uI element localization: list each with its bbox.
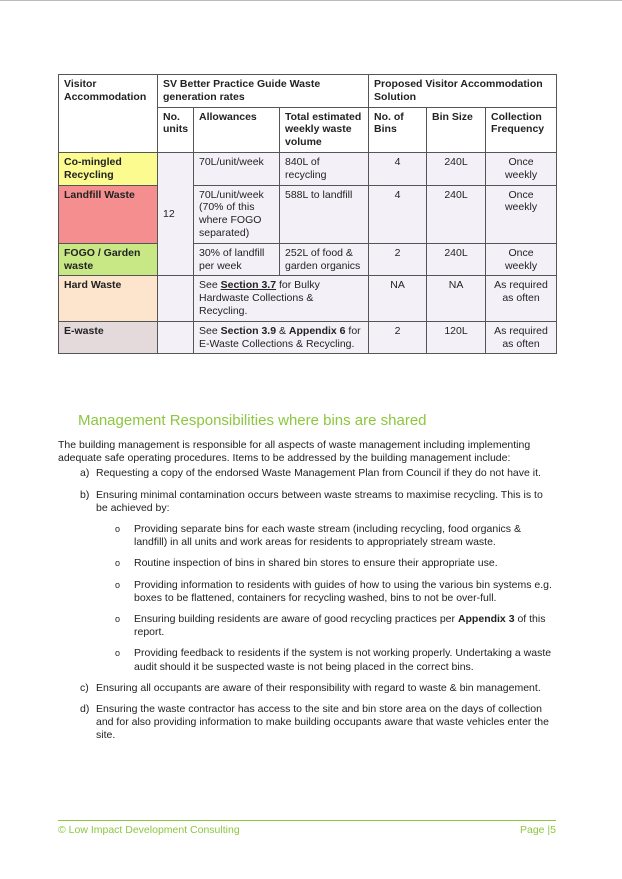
stream-cell: Landfill Waste xyxy=(59,185,158,243)
table-row xyxy=(59,243,557,276)
allowance-cell: 70L/unit/week (70% of this where FOGO separated) xyxy=(194,185,280,243)
header-collection-frequency: Collection Frequency xyxy=(486,107,557,152)
bin-size-cell: 120L xyxy=(427,321,486,354)
units-empty-cell xyxy=(158,321,194,354)
list-item xyxy=(58,682,556,695)
bin-size-cell: NA xyxy=(427,276,486,321)
sub-list xyxy=(96,523,556,674)
bins-cell: 2 xyxy=(369,321,427,354)
reference-cell xyxy=(194,321,369,354)
sub-list-item xyxy=(96,613,556,639)
list-item-text: Requesting a copy of the endorsed Waste Management Plan from Council if they do not have it. xyxy=(96,467,541,480)
header-bin-size: Bin Size xyxy=(427,107,486,152)
table-row xyxy=(59,276,557,321)
bin-size-cell: 240L xyxy=(427,243,486,276)
header-no-units: No. units xyxy=(158,107,194,152)
bins-cell: NA xyxy=(369,276,427,321)
bins-cell: 4 xyxy=(369,152,427,185)
table-row xyxy=(59,185,557,243)
header-visitor-accommodation: Visitor Accommodation xyxy=(59,75,158,153)
list-item xyxy=(58,489,556,674)
sub-item-text: Providing separate bins for each waste stream (including recycling, food organics & landfill) in all units and work areas for residents to appropriately stream waste. xyxy=(134,523,521,549)
page-number: Page |5 xyxy=(519,824,556,836)
header-guide: SV Better Practice Guide Waste generation rates xyxy=(158,75,369,108)
units-empty-cell xyxy=(158,276,194,321)
header-total-volume: Total estimated weekly waste volume xyxy=(280,107,369,152)
appendix-6-ref: Appendix 6 xyxy=(288,324,346,337)
reference-suffix: for E-Waste Collections & Recycling. xyxy=(199,324,361,350)
bullet-circle-icon: o xyxy=(115,648,121,659)
intro-paragraph: The building management is responsible for all aspects of waste management including implementing adequate safe operating procedures. Items to be addressed by the building management include: xyxy=(58,439,531,465)
sub-item-text: Providing feedback to residents if the system is not working properly. Undertaking a waste audit should it be suspected waste is not being placed in the correct bins. xyxy=(134,647,552,673)
bin-size-cell: 240L xyxy=(427,185,486,243)
volume-cell: 252L of food & garden organics xyxy=(280,243,369,276)
list-item-text: Ensuring the waste contractor has access to the site and bin store area on the days of collection and for also providing information to make building occupants aware that waste vehicles enter the site. xyxy=(96,703,549,742)
reference-mid: & xyxy=(276,324,289,337)
page-footer xyxy=(58,824,556,836)
footer-copyright: © Low Impact Development Consulting xyxy=(58,824,240,836)
sub-item-text-suffix: of this report. xyxy=(134,613,546,639)
sub-list-item xyxy=(96,647,556,673)
units-cell: 12 xyxy=(158,152,194,275)
bullet-circle-icon: o xyxy=(115,558,121,569)
frequency-cell: As required as often xyxy=(486,321,557,354)
sub-item-text-prefix: Ensuring building residents are aware of good recycling practices per xyxy=(134,613,458,626)
frequency-cell: Once weekly xyxy=(486,185,557,243)
header-no-bins: No. of Bins xyxy=(369,107,427,152)
sub-list-item xyxy=(96,557,556,570)
header-proposed-solution: Proposed Visitor Accommodation Solution xyxy=(369,75,557,108)
list-item xyxy=(58,703,556,743)
stream-cell: Hard Waste xyxy=(59,276,158,321)
list-item xyxy=(58,467,556,480)
allowance-cell: 70L/unit/week xyxy=(194,152,280,185)
reference-cell xyxy=(194,276,369,321)
footer-rule xyxy=(58,820,556,821)
bins-cell: 2 xyxy=(369,243,427,276)
bullet-circle-icon: o xyxy=(115,614,121,625)
section-body xyxy=(58,439,556,751)
section-3-9-ref: Section 3.9 xyxy=(220,324,277,337)
frequency-cell: Once weekly xyxy=(486,152,557,185)
table-header-row xyxy=(59,75,557,108)
section-heading: Management Responsibilities where bins are shared xyxy=(78,412,427,429)
bullet-circle-icon: o xyxy=(115,579,121,590)
stream-cell: E-waste xyxy=(59,321,158,354)
top-rule xyxy=(0,0,622,1)
sub-item-text: Providing information to residents with guides of how to using the various bin systems e.g. boxes to be flattened, containers for recycling washed, bins to not be over-full. xyxy=(134,578,552,604)
stream-cell: FOGO / Garden waste xyxy=(59,243,158,276)
list-marker: d) xyxy=(80,703,90,716)
reference-prefix: See xyxy=(199,324,221,337)
volume-cell: 840L of recycling xyxy=(280,152,369,185)
stream-cell: Co-mingled Recycling xyxy=(59,152,158,185)
bins-cell: 4 xyxy=(369,185,427,243)
bin-size-cell: 240L xyxy=(427,152,486,185)
table-row xyxy=(59,321,557,354)
table-row xyxy=(59,152,557,185)
sub-list-item xyxy=(96,579,556,605)
waste-generation-table xyxy=(58,74,557,354)
frequency-cell: As required as often xyxy=(486,276,557,321)
list-marker: c) xyxy=(80,681,89,694)
bullet-circle-icon: o xyxy=(115,524,121,535)
reference-prefix: See xyxy=(199,279,221,292)
allowance-cell: 30% of landfill per week xyxy=(194,243,280,276)
header-allowances: Allowances xyxy=(194,107,280,152)
reference-suffix: for Bulky Hardwaste Collections & Recycling. xyxy=(199,279,320,317)
list-marker: b) xyxy=(80,488,90,501)
list-item-text: Ensuring minimal contamination occurs between waste streams to maximise recycling. This is to be achieved by: xyxy=(96,488,543,514)
volume-cell: 588L to landfill xyxy=(280,185,369,243)
list-item-text: Ensuring all occupants are aware of their responsibility with regard to waste & bin management. xyxy=(96,681,541,694)
section-3-7-link[interactable]: Section 3.7 xyxy=(220,279,277,292)
sub-list-item xyxy=(96,523,556,549)
list-marker: a) xyxy=(80,467,90,480)
sub-item-text: Routine inspection of bins in shared bin stores to ensure their appropriate use. xyxy=(134,557,498,570)
frequency-cell: Once weekly xyxy=(486,243,557,276)
appendix-3-ref: Appendix 3 xyxy=(457,613,515,626)
responsibilities-list xyxy=(58,467,556,742)
